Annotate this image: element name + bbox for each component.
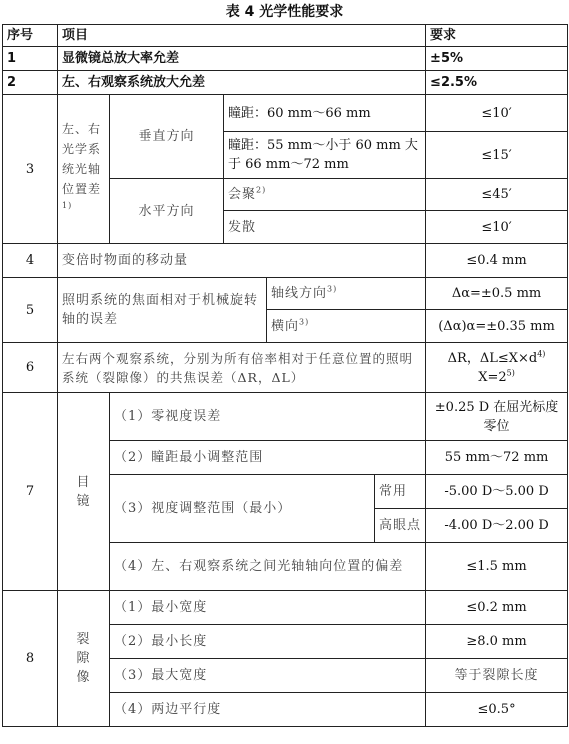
row4-item: 变倍时物面的移动量 xyxy=(58,244,426,278)
row3-item-text: 左、右光学系统光轴位置差 xyxy=(62,122,102,196)
header-row xyxy=(3,25,568,47)
row5-a-cond: 轴线方向 xyxy=(271,286,328,301)
row8-title-1: 裂 xyxy=(76,632,91,647)
row5-b-note: 3) xyxy=(299,317,310,327)
row8-s1: （1）最小宽度 xyxy=(110,591,426,625)
row3-v1-req: ≤10′ xyxy=(426,95,568,132)
header-item: 项目 xyxy=(58,25,426,47)
row7-s3b-req: -4.00 D～2.00 D xyxy=(426,509,568,543)
row7-title-2: 镜 xyxy=(76,493,91,509)
row8-s4: （4）两边平行度 xyxy=(110,693,426,727)
row6-no: 6 xyxy=(3,343,58,393)
row7-title xyxy=(58,393,110,591)
row6-req-b-note: 5) xyxy=(506,368,515,378)
row3-item xyxy=(58,95,110,244)
row6-req xyxy=(426,343,568,393)
row4-no: 4 xyxy=(3,244,58,278)
table-row xyxy=(3,343,568,393)
row7-s3a: 常用 xyxy=(375,475,426,509)
row5-item: 照明系统的焦面相对于机械旋转轴的误差 xyxy=(58,278,267,343)
row8-s2: （2）最小长度 xyxy=(110,625,426,659)
row3-item-note: 1) xyxy=(62,201,73,210)
row3-h1-req: ≤45′ xyxy=(426,179,568,211)
row3-h2-cond: 发散 xyxy=(224,211,426,244)
optical-performance-table xyxy=(2,24,568,727)
row5-no: 5 xyxy=(3,278,58,343)
row3-h1-cond: 会聚 xyxy=(228,187,257,202)
header-req: 要求 xyxy=(426,25,568,47)
row7-s3: （3）视度调整范围（最小） xyxy=(110,475,375,543)
row4-req: ≤0.4 mm xyxy=(426,244,568,278)
row1-req: ±5% xyxy=(426,47,568,71)
row8-title xyxy=(58,591,110,727)
table-row xyxy=(3,393,568,441)
row3-vertical: 垂直方向 xyxy=(110,95,224,179)
row8-s3-req: 等于裂隙长度 xyxy=(426,659,568,693)
table-row xyxy=(3,278,568,310)
table-row xyxy=(3,95,568,132)
row8-title-2: 隙 xyxy=(76,651,91,666)
row8-s4-req: ≤0.5° xyxy=(426,693,568,727)
row3-no: 3 xyxy=(3,95,58,244)
row7-s1: （1）零视度误差 xyxy=(110,393,426,441)
row5-b-cell xyxy=(267,310,426,343)
row3-horizontal: 水平方向 xyxy=(110,179,224,244)
row3-h1-cell xyxy=(224,179,426,211)
row7-no: 7 xyxy=(3,393,58,591)
row3-v2-cond: 瞳距：55 mm～小于 60 mm 大于 66 mm～72 mm xyxy=(224,132,426,179)
row7-s2: （2）瞳距最小调整范围 xyxy=(110,441,426,475)
row3-v1-cond: 瞳距：60 mm～66 mm xyxy=(224,95,426,132)
row7-s4-req: ≤1.5 mm xyxy=(426,543,568,591)
row6-item: 左右两个观察系统，分别为所有倍率相对于任意位置的照明系统（裂隙像）的共焦误差（ΔR，ΔL） xyxy=(58,343,426,393)
header-no: 序号 xyxy=(3,25,58,47)
row5-b-cond: 横向 xyxy=(271,318,300,334)
row3-h1-note: 2) xyxy=(256,185,267,195)
row6-req-a-note: 4) xyxy=(537,349,546,359)
table-row xyxy=(3,244,568,278)
row6-req-b: X=2 xyxy=(478,369,507,385)
row8-s2-req: ≥8.0 mm xyxy=(426,625,568,659)
row3-v2-req: ≤15′ xyxy=(426,132,568,179)
row5-a-req: Δα=±0.5 mm xyxy=(426,278,568,310)
table-row xyxy=(3,47,568,71)
row2-item: 左、右观察系统放大允差 xyxy=(58,71,426,95)
table-row xyxy=(3,591,568,625)
row7-s3b: 高眼点 xyxy=(375,509,426,543)
row2-no: 2 xyxy=(3,71,58,95)
row3-h2-req: ≤10′ xyxy=(426,211,568,244)
row1-item: 显微镜总放大率允差 xyxy=(58,47,426,71)
row5-a-note: 3) xyxy=(327,284,338,294)
row8-s3: （3）最大宽度 xyxy=(110,659,426,693)
row7-title-1: 目 xyxy=(76,474,91,490)
row8-s1-req: ≤0.2 mm xyxy=(426,591,568,625)
row7-s1-req: ±0.25 D 在屈光标度零位 xyxy=(426,393,568,441)
row1-no: 1 xyxy=(3,47,58,71)
row7-s3a-req: -5.00 D～5.00 D xyxy=(426,475,568,509)
row8-title-3: 像 xyxy=(76,670,91,685)
table-caption: 表 4 光学性能要求 xyxy=(225,4,344,20)
row7-s2-req: 55 mm～72 mm xyxy=(426,441,568,475)
row6-req-a: ΔR，ΔL≤X×d xyxy=(447,350,538,366)
table-row xyxy=(3,71,568,95)
row2-req: ≤2.5% xyxy=(426,71,568,95)
row5-b-req: (Δα)α=±0.35 mm xyxy=(426,310,568,343)
row8-no: 8 xyxy=(3,591,58,727)
row7-s4: （4）左、右观察系统之间光轴轴向位置的偏差 xyxy=(110,543,426,591)
row5-a-cell xyxy=(267,278,426,310)
